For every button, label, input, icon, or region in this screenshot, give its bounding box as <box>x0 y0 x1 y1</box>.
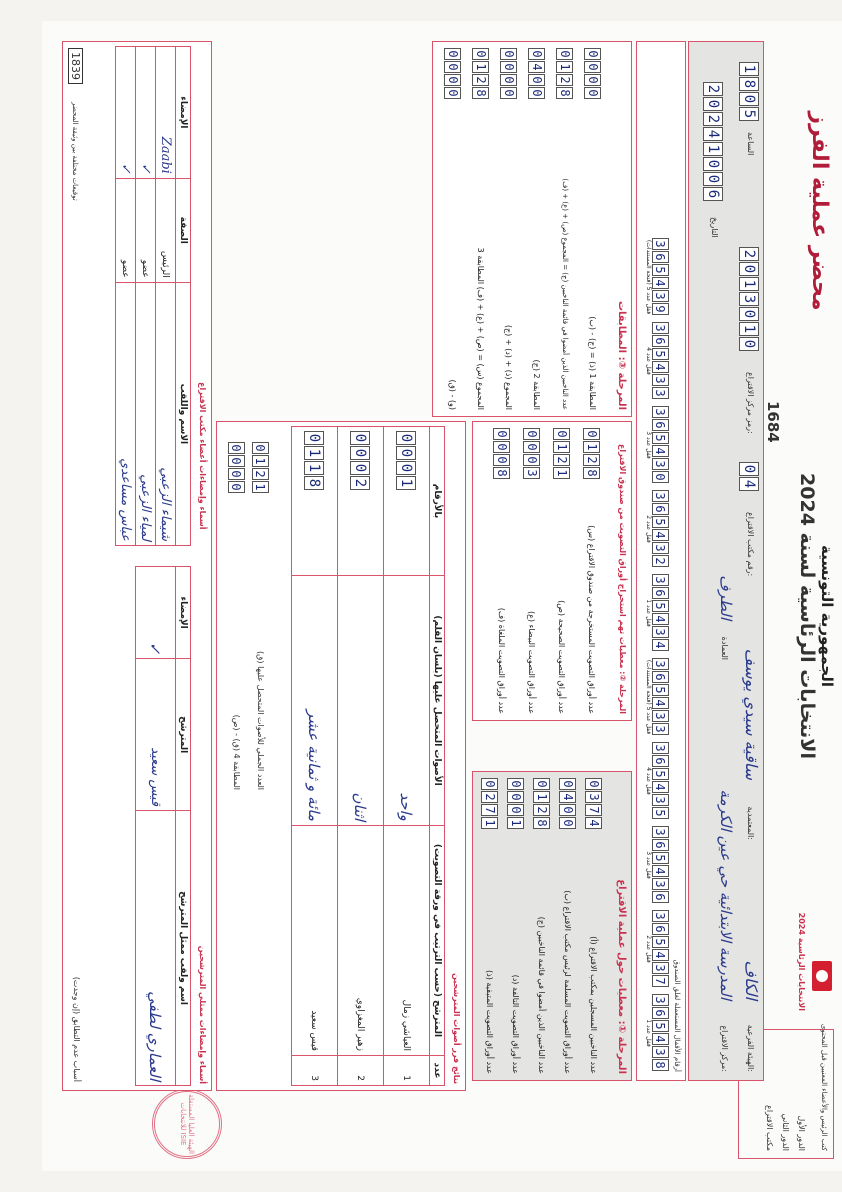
seal-6: 3 6 5 4 3 4 قفل عدد 1 <box>645 574 669 652</box>
seal-7: 3 6 5 4 3 2 قفل عدد 2 <box>645 490 669 568</box>
candidate-results <box>216 421 466 1091</box>
tour-option-2: الدور الثاني <box>781 1113 790 1151</box>
section3-row-4: المجموع (ذ) + (د) + (ج) 0 0 0 0 <box>495 48 523 410</box>
header-titles <box>796 401 836 831</box>
regional-authority-label: الهيئة الفرعية: <box>746 1024 755 1072</box>
section2-rows <box>487 428 607 714</box>
section1-row-c: (ج) عدد الناخبين الذين أمضوا في قائمة الناخبين 0 1 2 8 <box>529 778 555 1074</box>
section1-panel <box>472 771 632 1081</box>
section3-row-1: (ب) - (ج) = (ذ) المطابقة 1 0 0 0 0 <box>579 48 607 410</box>
location-panel <box>688 41 764 1081</box>
doc-title-area <box>807 81 832 341</box>
table-row: العماري لطفي قيس سعيد ✓ <box>136 567 176 1086</box>
seal-3: 3 6 5 4 3 6 قفل عدد 3 <box>645 826 669 904</box>
section2-row-s: (س) عدد أوراق التصويت المستخرجة من صندوق الاقتراع 0 1 2 8 <box>577 428 607 714</box>
section3-row-5: المجموع (س) = (ص) + (ع) + (ف) المطابقة 3 0 1 2 8 <box>467 48 495 410</box>
section3-title: المرحلة ③: المطابقات <box>616 300 627 410</box>
candidates-table <box>291 426 445 1086</box>
table-row: 1 العياشي زمال واحد 0 0 0 1 <box>384 427 430 1086</box>
table-row: 2 زهير المغزاوي اثنان 0 0 0 2 <box>338 427 384 1086</box>
mismatch-note: أسباب عدم التطابق (إن وجدت) <box>72 976 81 1082</box>
reps-title: أسماء وإمضاءات ممثلي المترشحين <box>198 945 207 1084</box>
republic-title: الجمهورية التونسية <box>818 545 836 687</box>
office-label: مكتب الاقتراع <box>765 1105 774 1151</box>
section3-row-2: عدد الناخبين الذين أمضوا في قائمة الناخبين (ج) = المجموع (ص) + (ع) + (ف) 0 1 2 8 <box>551 48 579 410</box>
seal-label: أرقام الأقفال المستعملة لغلق الصندوق <box>673 959 681 1072</box>
section2-panel <box>472 421 632 721</box>
reps-table <box>135 566 191 1086</box>
section3-panel <box>432 41 632 417</box>
members-title: أسماء وإمضاءات أعضاء مكتب الاقتراع <box>198 382 207 530</box>
section1-title: المرحلة ①: معطيات حول عملية الاقتراع <box>616 879 627 1074</box>
tunisia-flag-icon <box>812 961 832 991</box>
office-number-label: رقم مكتب الاقتراع: <box>746 512 755 577</box>
seal-row <box>636 41 686 1081</box>
section2-row-ain: (ع) عدد أوراق التصويت البيضاء 0 0 0 3 <box>517 428 547 714</box>
seal-2: 3 6 5 4 3 7 قفل عدد 2 <box>645 910 669 988</box>
imada-value: الطرف <box>717 575 735 620</box>
match4-label: (ص) - (ق) المطابقة 4 <box>232 714 241 790</box>
match4-digits: 0 0 0 0 <box>228 442 245 494</box>
table-row: عباس مساعدي عضو ✓ <box>116 47 136 546</box>
tour-option-1: الدور الأول <box>797 1115 806 1151</box>
section3-row-3: (ج) المطابقة 2 0 4 0 0 <box>523 48 551 410</box>
section1-row-d: (د) عدد أوراق التصويت التالفة 0 0 0 1 <box>503 778 529 1074</box>
seal-1: 3 6 5 4 3 8 قفل عدد 1 <box>645 994 669 1072</box>
section2-title: المرحلة ②: معطيات تهم استخراج أوراق التصويت من صندوق الاقتراع <box>618 443 627 714</box>
center-code-digits: 2 0 1 3 0 1 0 <box>739 247 759 352</box>
total-label: (ق) العدد الجملي للأصوات المتحصل عليها <box>256 651 265 790</box>
footer-code: 1839 <box>68 48 83 84</box>
seal-8: 3 6 5 4 3 0 قفل عدد 3 <box>645 406 669 484</box>
total-digits: 0 1 2 1 <box>252 442 269 494</box>
table-row: شيماء الزعبي الرئيس Zaabi <box>156 47 176 546</box>
signatures-panel <box>62 41 212 1091</box>
delegation-value: ساقية سيدي يوسف <box>742 648 761 780</box>
section3-rows <box>439 48 607 410</box>
section1-row-a: (أ) عدد الناخبين المسجلين بمكتب الاقتراع 0 3 7 4 <box>581 778 607 1074</box>
election-form <box>42 21 842 1171</box>
table-row: لمياء الزعبي عضو ✓ <box>136 47 156 546</box>
members-header-row: الاسم واللقب الصفة الإمضاء <box>176 47 191 546</box>
office-number-digits: 0 4 <box>739 462 759 492</box>
polling-center-value: المدرسة الابتدائية حي عين الكرمة <box>717 789 735 1000</box>
time-digits: 1 8 0 5 <box>739 62 759 122</box>
date-label: التاريخ <box>710 217 719 238</box>
seal-list <box>645 238 669 1072</box>
seal-5: 3 6 5 4 3 3 قفل عدد 5 (فتحة المستندات) <box>645 659 668 735</box>
candidates-header-row: عدد المترشح (حسب الترتيب في ورقة التصويت) الأصوات المتحصل عليها (بلسان القلم) بالأرقام <box>430 427 445 1086</box>
center-code-label: رمز مركز الاقتراع: <box>746 372 755 434</box>
logo-text: الانتخابات الرئاسية 2024 <box>797 912 806 1011</box>
footer-note: توقيعات مختلفة بين وثيقة المحضر <box>71 102 79 201</box>
section1-row-b: (ب) عدد أوراق التصويت المسلمة لرئيس مكتب الاقتراع 0 4 0 0 <box>555 778 581 1074</box>
seal-9: 3 6 5 4 3 3 قفل عدد 4 <box>645 322 669 400</box>
imada-label: العمادة <box>720 636 729 660</box>
election-title: الانتخابات الرئاسية لسنة 2024 <box>796 473 818 759</box>
reps-header-row: اسم ولقب ممثل المترشح المترشح الإمضاء <box>176 567 191 1086</box>
section1-row-e: (ذ) عدد أوراق التصويت المتبقية 0 2 7 1 <box>477 778 503 1074</box>
doc-title: محضر عملية الفرز <box>807 111 832 311</box>
section2-row-sad: (ص) عدد أوراق التصويت الصحيحة 0 1 2 1 <box>547 428 577 714</box>
seal-10: 3 6 5 4 3 9 قفل عدد 5 (فتحة المستندات) <box>645 239 668 315</box>
section1-rows <box>477 778 607 1074</box>
polling-center-label: مركز الاقتراع: <box>720 1025 729 1072</box>
section2-row-fa: (ف) عدد أوراق التصويت الملغاة 0 0 0 8 <box>487 428 517 714</box>
serial-number: 1684 <box>764 401 782 443</box>
regional-authority-value: الكاف <box>742 960 761 1000</box>
seal-4: 3 6 5 4 3 5 قفل عدد 4 <box>645 742 669 820</box>
time-label: الساعة <box>746 132 755 156</box>
top-right-note: كتب الرئيس والأعضاء المعنيين قبل المحتوى <box>820 1023 828 1151</box>
table-row: 3 قيس سعيد مائة و ثمانية عشر 0 1 1 8 <box>292 427 338 1086</box>
official-stamp: الهيئة العليا المستقلة للانتخابات ISIE <box>152 1089 222 1159</box>
section3-row-6: (ق) - (و) 0 0 0 0 <box>439 48 467 410</box>
candidates-title: نتائج فرز أصوات المترشحين <box>452 973 461 1084</box>
members-table <box>115 46 191 546</box>
delegation-label: المعتمدية: <box>746 806 755 840</box>
date-digits: 2 0 2 4 1 0 0 6 <box>703 82 723 202</box>
